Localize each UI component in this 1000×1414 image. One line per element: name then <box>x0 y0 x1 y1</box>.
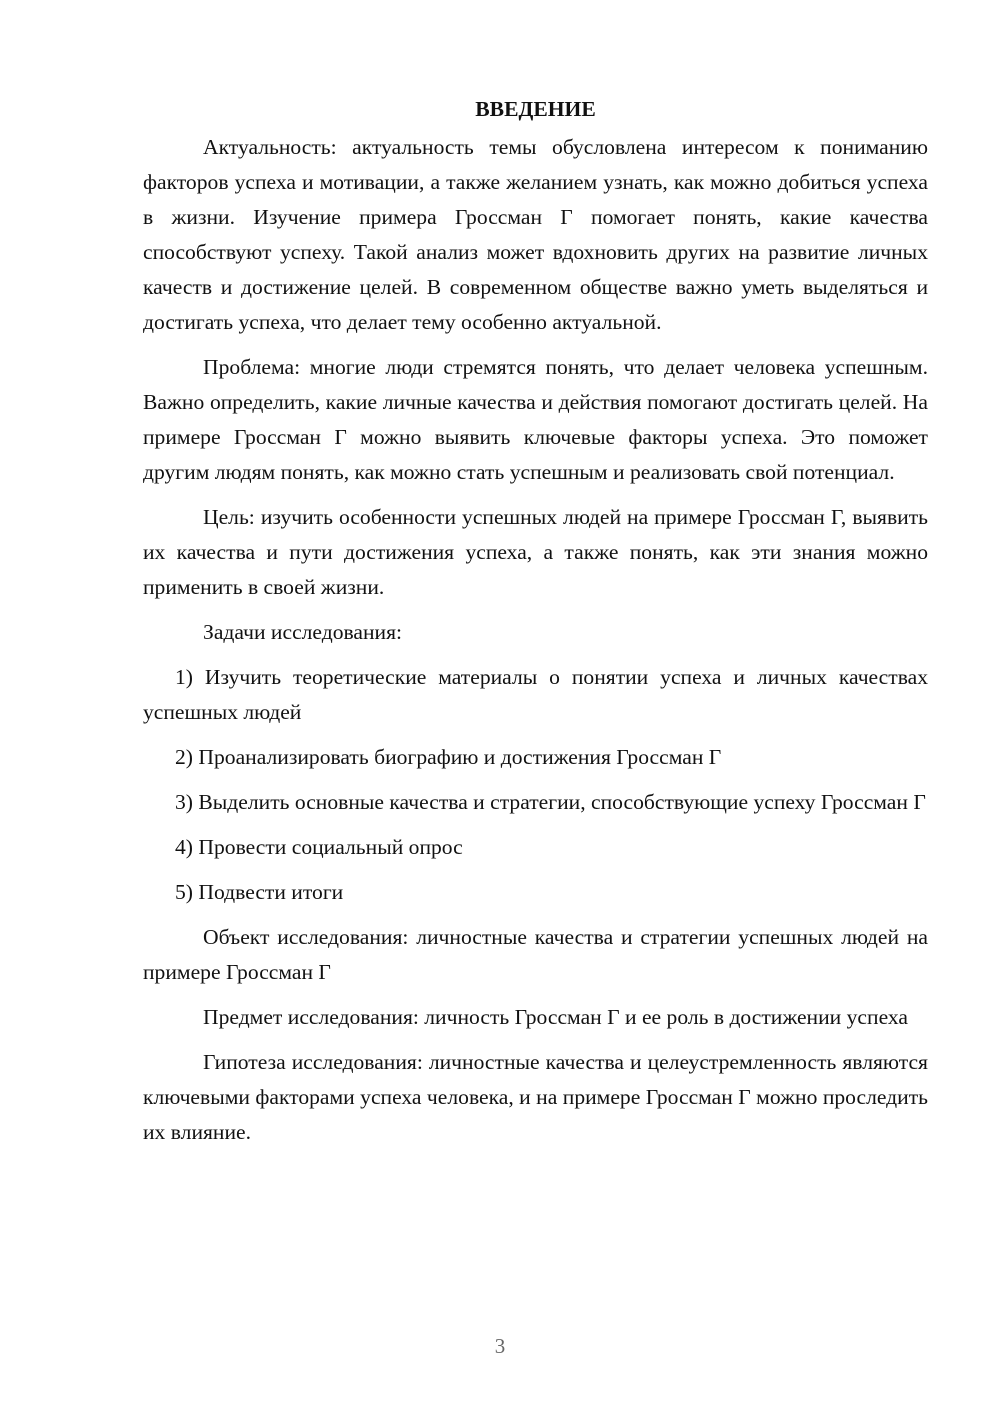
task-item: 2) Проанализировать биографию и достижения Гроссман Г <box>175 745 722 769</box>
paragraph-tasks-title: Задачи исследования: <box>203 620 403 644</box>
paragraph-goal: Цель: изучить особенности успешных людей на примере Гроссман Г, выявить их качества и пути достижения успеха, а также понять, как эти знания можно применить в своей жизни. <box>143 505 928 599</box>
section-heading: ВВЕДЕНИЕ <box>475 97 596 121</box>
paragraph-subject: Предмет исследования: личность Гроссман Г и ее роль в достижении успеха <box>203 1005 908 1029</box>
paragraph-problem: Проблема: многие люди стремятся понять, что делает человека успешным. Важно определить, какие личные качества и действия помогают достигать целей. На примере Гроссман Г можно выявить ключевые факторы успеха. Это поможет другим людям понять, как можно стать успешным и реализовать свой потенциал. <box>143 355 928 484</box>
paragraph-object: Объект исследования: личностные качества и стратегии успешных людей на примере Гроссман Г <box>143 925 928 984</box>
document-page <box>143 92 928 1160</box>
page-number: 3 <box>494 1334 506 1358</box>
task-item: 5) Подвести итоги <box>175 880 344 904</box>
paragraph-relevance: Актуальность: актуальность темы обусловлена интересом к пониманию факторов успеха и мотивации, а также желанием узнать, как можно добиться успеха в жизни. Изучение примера Гроссман Г помогает понять, какие качества способствуют успеху. Такой анализ может вдохновить других на развитие личных качеств и достижение целей. В современном обществе важно уметь выделяться и достигать успеха, что делает тему особенно актуальной. <box>143 135 928 334</box>
task-item: 3) Выделить основные качества и стратегии, способствующие успеху Гроссман Г <box>175 790 926 814</box>
task-item: 4) Провести социальный опрос <box>175 835 463 859</box>
paragraph-hypothesis: Гипотеза исследования: личностные качества и целеустремленность являются ключевыми факторами успеха человека, и на примере Гроссман Г можно проследить их влияние. <box>143 1050 928 1144</box>
task-item: 1) Изучить теоретические материалы о понятии успеха и личных качествах успешных людей <box>143 665 928 724</box>
